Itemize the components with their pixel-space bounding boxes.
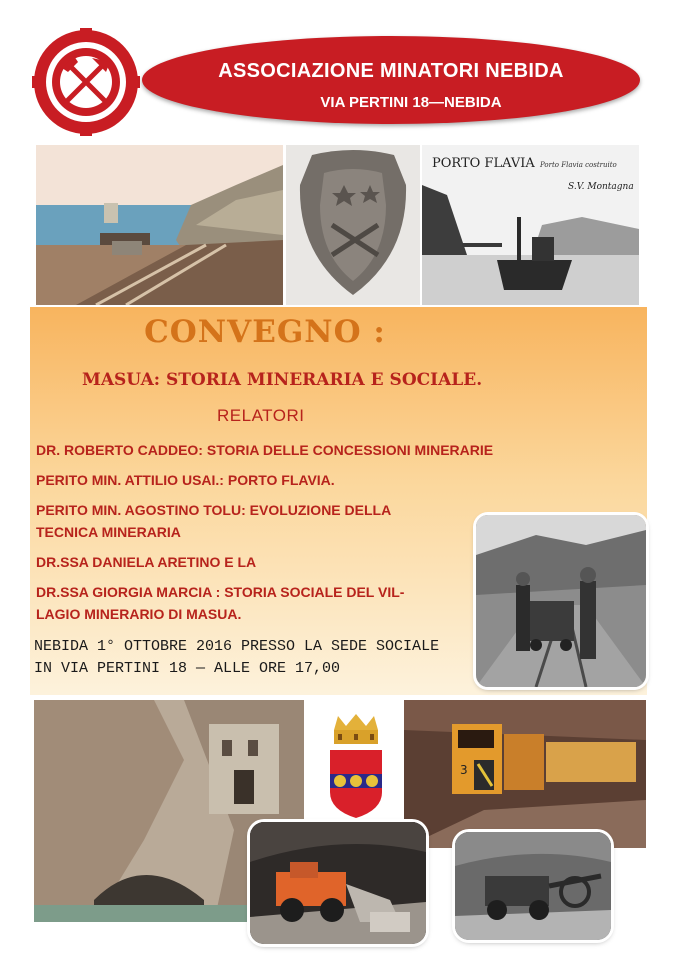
photo-underground-loader [250,822,426,944]
speaker-line: DR.SSA GIORGIA MARCIA : STORIA SOCIALE DEL VIL- [36,584,405,600]
porto-flavia-signature: S.V. Montagna [568,182,634,192]
header-title: ASSOCIAZIONE MINATORI NEBIDA [218,60,564,82]
photo-miners-cart [476,515,646,687]
association-logo [32,28,140,136]
porto-flavia-caption: PORTO FLAVIA [432,156,535,171]
photo-porto-flavia-ship [422,145,639,305]
gear-hammer-pickaxe-icon [32,28,140,136]
photo-mine-locomotive [404,700,646,848]
event-address-time: IN VIA PERTINI 18 — ALLE ORE 17,00 [34,660,341,677]
speaker-line: DR.SSA DANIELA ARETINO E LA [36,554,257,570]
speaker-line: TECNICA MINERARIA [36,524,181,540]
relatori-label: RELATORI [217,406,305,425]
speaker-line: PERITO MIN. ATTILIO USAI.: PORTO FLAVIA. [36,472,335,488]
convegno-title: CONVEGNO : [144,314,386,350]
speaker-line: DR. ROBERTO CADDEO: STORIA DELLE CONCESSIONI MINERARIE [36,442,494,458]
crown-icon [334,714,378,744]
photo-coat-of-arms-stone [286,145,420,305]
speaker-line: LAGIO MINERARIO DI MASUA. [36,606,242,622]
event-date-location: NEBIDA 1° OTTOBRE 2016 PRESSO LA SEDE SOCIALE [34,638,440,655]
speaker-line: PERITO MIN. AGOSTINO TOLU: EVOLUZIONE DELLA [36,502,392,518]
header-address: VIA PERTINI 18—NEBIDA [320,94,502,111]
locomotive-number: 3 [460,763,468,777]
photo-drilling-machine [455,832,611,940]
shield-icon [330,750,382,818]
nebida-crest [328,712,384,820]
porto-flavia-note: Porto Flavia costruito [540,161,617,169]
convegno-subtitle: MASUA: STORIA MINERARIA E SOCIALE. [82,370,483,390]
photo-coast-railway [36,145,283,305]
